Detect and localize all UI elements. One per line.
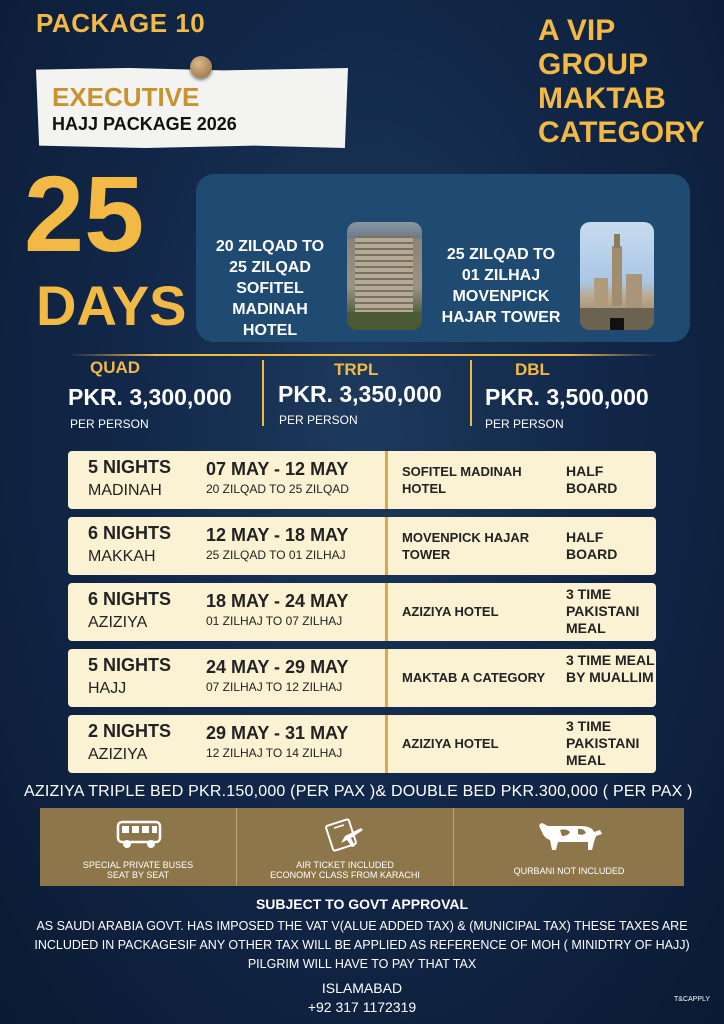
row-dates: 07 MAY - 12 MAY [206,459,349,479]
price-divider [470,360,472,426]
row-meal: 3 TIME PAKISTANI MEAL [566,718,640,768]
tax-line: INCLUDED IN PACKAGESIF ANY OTHER TAX WILL BE APPLIED AS REFERENCE OF MOH ( MINIDTRY OF HAJJ) [34,938,690,952]
row-nights: 6 NIGHTS [88,523,172,543]
approval-note: SUBJECT TO GOVT APPROVAL [255,896,469,912]
package-title: PACKAGE 10 [36,8,206,38]
row-hotel: SOFITEL MADINAH HOTEL [402,464,522,496]
row-place: AZIZIYA [88,614,148,631]
row-hotel: MOVENPICK HAJAR TOWER [402,530,530,562]
row-islamic-dates: 20 ZILQAD TO 25 ZILQAD [206,482,349,496]
hotel-info-line: 25 ZILQAD [229,259,311,276]
gold-divider [68,354,658,356]
feature-label: QURBANI NOT INCLUDED [513,866,625,876]
features-bar [40,808,684,886]
category-heading [538,14,723,150]
row-hotel: MAKTAB A CATEGORY [402,670,546,685]
row-place: HAJJ [88,680,127,697]
row-divider [385,649,388,707]
itinerary-row [68,583,656,641]
row-divider [385,583,388,641]
feature-label: SEAT BY SEAT [106,870,170,880]
category-line: MAKTAB [538,82,666,115]
hotel-info-line: HAJAR TOWER [441,309,561,326]
row-nights: 5 NIGHTS [88,655,172,675]
hotel-info-line: SOFITEL [236,280,304,297]
duration-label: DAYS [36,274,187,337]
category-line: GROUP [538,48,649,81]
package-subtitle: HAJJ PACKAGE 2026 [52,114,237,134]
hotel-info-line: MOVENPICK [452,288,550,305]
row-meal: HALF BOARD [566,463,618,496]
hotel-info-line: 25 ZILQAD TO [446,246,556,263]
category-line: CATEGORY [538,116,705,149]
hotel-info-line: MADINAH [232,301,308,318]
row-dates: 18 MAY - 24 MAY [206,591,349,611]
tax-line: PILGRIM WILL HAVE TO PAY THAT TAX [247,957,477,971]
row-meal: 3 TIME PAKISTANI MEAL [566,586,640,636]
package-name: EXECUTIVE [52,82,200,112]
hotel-info-line: 01 ZILHAJ [461,267,541,284]
row-place: MADINAH [88,482,162,499]
row-islamic-dates: 01 ZILHAJ TO 07 ZILHAJ [206,614,343,628]
price-divider [262,360,264,426]
row-divider [385,517,388,575]
price-category: QUAD [90,358,141,377]
price-amount: PKR. 3,350,000 [278,381,442,407]
office-city: ISLAMABAD [321,980,403,996]
row-place: MAKKAH [88,548,156,565]
price-per: PER PERSON [279,413,358,427]
row-nights: 6 NIGHTS [88,589,172,609]
terms-note: T&CAPPLY [674,996,711,1003]
hajar-tower-photo [580,222,654,330]
hotel-info-line: 20 ZILQAD TO [215,238,325,255]
row-islamic-dates: 12 ZILHAJ TO 14 ZILHAJ [206,746,343,760]
itinerary-row [68,715,656,773]
hotel-info-line: HOTEL [242,322,298,339]
row-divider [385,715,388,773]
feature-label: SPECIAL PRIVATE BUSES [82,860,194,870]
price-category: TRPL [334,360,379,379]
sofitel-hotel-photo [347,222,422,330]
price-per: PER PERSON [485,417,564,431]
itinerary-row [68,517,656,575]
feature-qurbani [454,808,684,886]
price-amount: PKR. 3,300,000 [68,384,232,410]
price-category: DBL [515,360,550,379]
price-amount: PKR. 3,500,000 [485,384,649,410]
row-dates: 12 MAY - 18 MAY [206,525,349,545]
feature-label: AIR TICKET INCLUDED [296,860,394,870]
pin-icon [190,56,212,78]
row-meal: HALF BOARD [566,529,618,562]
feature-air-ticket [237,808,453,886]
feature-label: ECONOMY CLASS FROM KARACHI [270,870,420,880]
category-line: A VIP [538,14,616,47]
aziziya-bed-prices: AZIZIYA TRIPLE BED PKR.150,000 (PER PAX )& DOUBLE BED PKR.300,000 ( PER PAX ) [24,783,693,800]
madinah-hotel-info [205,236,335,341]
row-place: AZIZIYA [88,746,148,763]
row-hotel: AZIZIYA HOTEL [402,736,499,751]
row-meal: 3 TIME MEAL BY MUALLIM [566,652,655,685]
makkah-hotel-info [432,244,570,328]
row-nights: 5 NIGHTS [88,457,172,477]
row-hotel: AZIZIYA HOTEL [402,604,499,619]
contact-phone: +92 317 1172319 [307,999,417,1015]
itinerary-row [68,649,656,707]
duration-number: 25 [24,153,145,274]
row-dates: 24 MAY - 29 MAY [206,657,349,677]
row-nights: 2 NIGHTS [88,721,172,741]
row-islamic-dates: 07 ZILHAJ TO 12 ZILHAJ [206,680,343,694]
tax-line: AS SAUDI ARABIA GOVT. HAS IMPOSED THE VAT V(ALUE ADDED TAX) & (MUNICIPAL TAX) THESE TAXES ARE [36,919,688,933]
row-dates: 29 MAY - 31 MAY [206,723,349,743]
row-divider [385,451,388,509]
itinerary-row [68,451,656,509]
price-per: PER PERSON [70,417,149,431]
feature-buses [40,808,236,886]
row-islamic-dates: 25 ZILQAD TO 01 ZILHAJ [206,548,346,562]
tax-disclaimer [0,917,724,974]
